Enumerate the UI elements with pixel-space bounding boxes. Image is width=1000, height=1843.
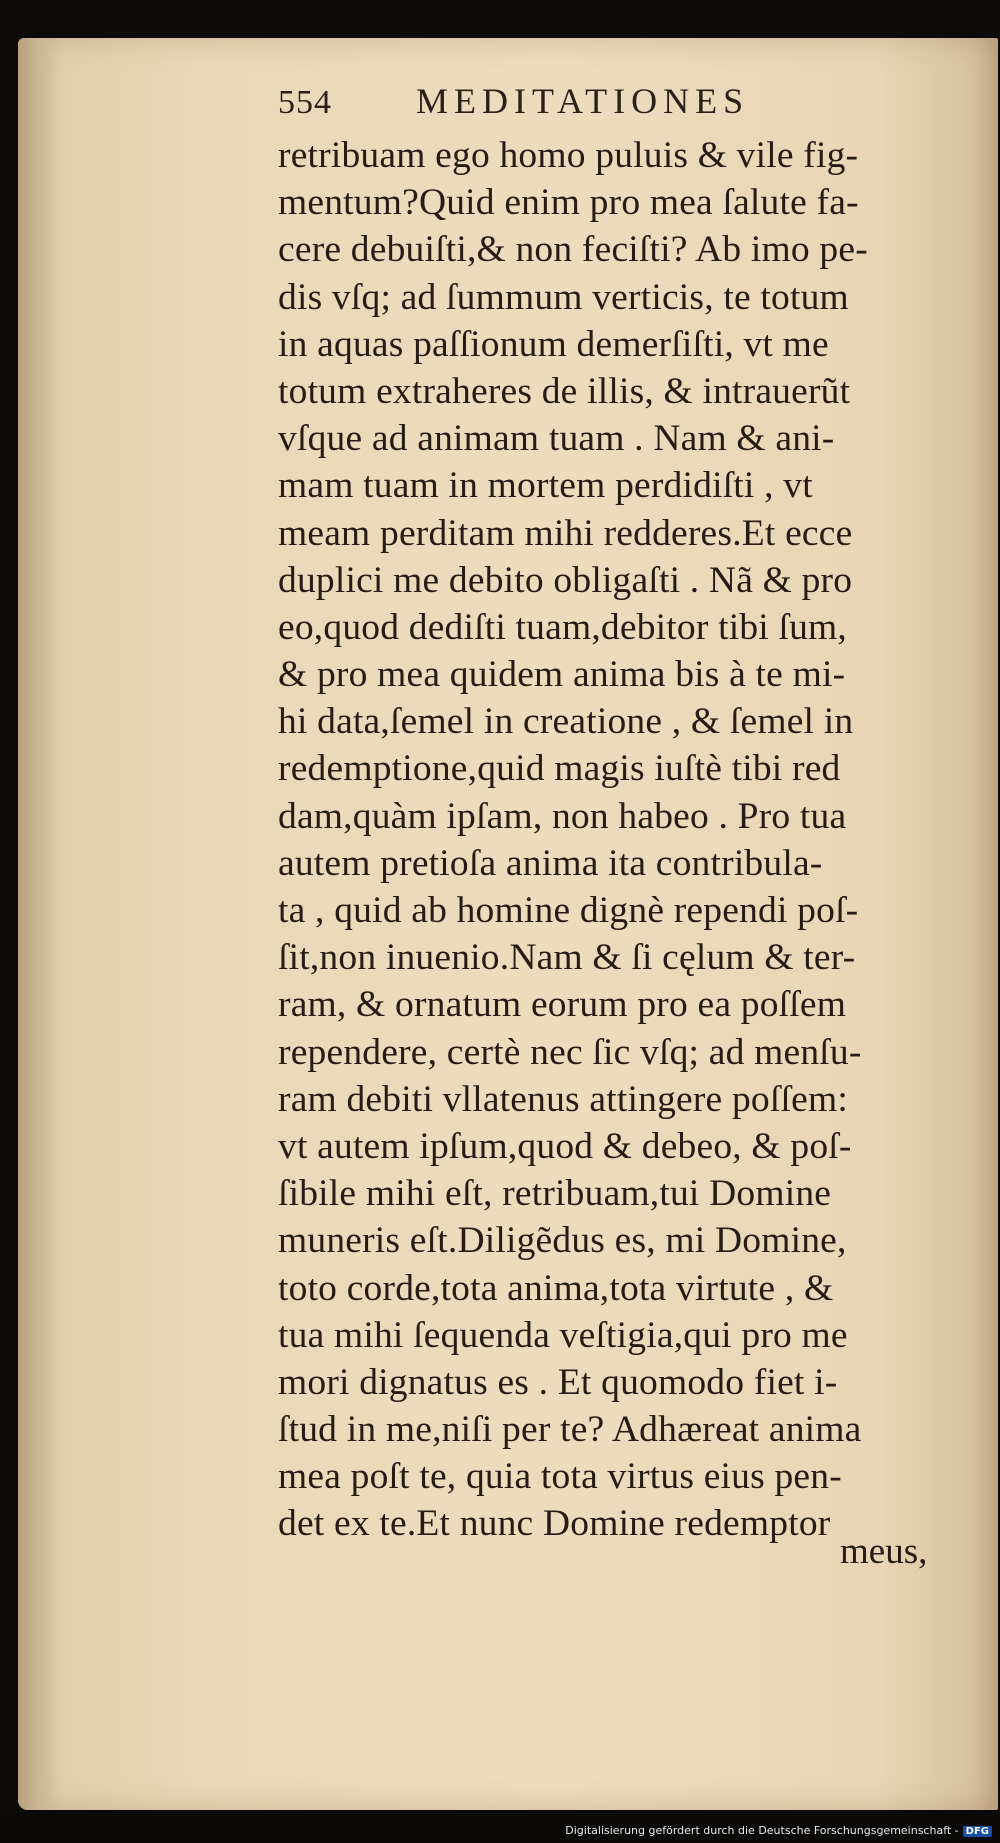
text-line: & pro mea quidem anima bis à te mi-: [278, 654, 846, 696]
text-line: muneris eſt.Diligẽdus es, mi Domine,: [278, 1220, 847, 1262]
catchword: meus,: [840, 1531, 928, 1572]
text-line: ta , quid ab homine dignè rependi poſ-: [278, 890, 859, 931]
text-line: mam tuam in mortem perdidiſti , vt: [278, 465, 813, 507]
page-edge: [18, 38, 60, 1810]
text-line: ſtud in me,niſi per te? Adhæreat anima: [278, 1409, 862, 1451]
text-line: autem pretioſa anima ita contribula-: [278, 842, 823, 884]
scan-footer: [0, 1810, 1000, 1843]
text-line: ſit,non inuenio.Nam & ſi cęlum & ter-: [278, 937, 856, 979]
text-line: tua mihi ſequenda veſtigia,qui pro me: [278, 1314, 848, 1356]
page-header: [278, 81, 838, 132]
text-line: retribuam ego homo puluis & vile fig-: [278, 135, 859, 176]
page-number: 554: [278, 84, 332, 121]
text-block: [278, 132, 958, 1548]
text-line: vſque ad animam tuam . Nam & ani-: [278, 418, 835, 460]
text-line: totum extraheres de illis, & intrauerũt: [278, 370, 851, 412]
credit-text: Digitalisierung gefördert durch die Deutsche Forschungsgemeinschaft -: [565, 1824, 959, 1837]
text-line: dis vſq; ad ſummum verticis, te totum: [278, 276, 849, 318]
text-line: cere debuiſti,& non feciſti? Ab imo pe-: [278, 229, 868, 271]
text-line: hi data,ſemel in creatione , & ſemel in: [278, 701, 854, 743]
text-line: det ex te.Et nunc Domine redemptor: [278, 1503, 831, 1545]
text-line: mentum?Quid enim pro mea ſalute fa-: [278, 182, 859, 224]
text-line: mori dignatus es . Et quomodo fiet i-: [278, 1361, 838, 1403]
text-line: meam perditam mihi redderes.Et ecce: [278, 512, 853, 554]
dfg-logo: DFG: [963, 1826, 992, 1837]
running-head: MEDITATIONES: [416, 81, 750, 121]
text-line: in aquas paſſionum demerſiſti, vt me: [278, 323, 829, 365]
text-line: eo,quod dediſti tuam,debitor tibi ſum,: [278, 606, 847, 648]
text-line: mea poſt te, quia tota virtus eius pen-: [278, 1456, 842, 1498]
digitization-credit: [565, 1824, 992, 1837]
text-line: ram, & ornatum eorum pro ea poſſem: [278, 984, 847, 1026]
text-line: dam,quàm ipſam, non habeo . Pro tua: [278, 795, 847, 837]
text-line: toto corde,tota anima,tota virtute , &: [278, 1267, 834, 1309]
text-line: vt autem ipſum,quod & debeo, & poſ-: [278, 1125, 852, 1167]
text-line: duplici me debito obligaſti . Nã & pro: [278, 559, 853, 601]
text-line: rependere, certè nec ſic vſq; ad menſu-: [278, 1031, 862, 1073]
text-line: ram debiti vllatenus attingere poſſem:: [278, 1078, 848, 1120]
text-line: ſibile mihi eſt, retribuam,tui Domine: [278, 1173, 832, 1215]
text-line: redemptione,quid magis iuſtè tibi red: [278, 748, 841, 790]
